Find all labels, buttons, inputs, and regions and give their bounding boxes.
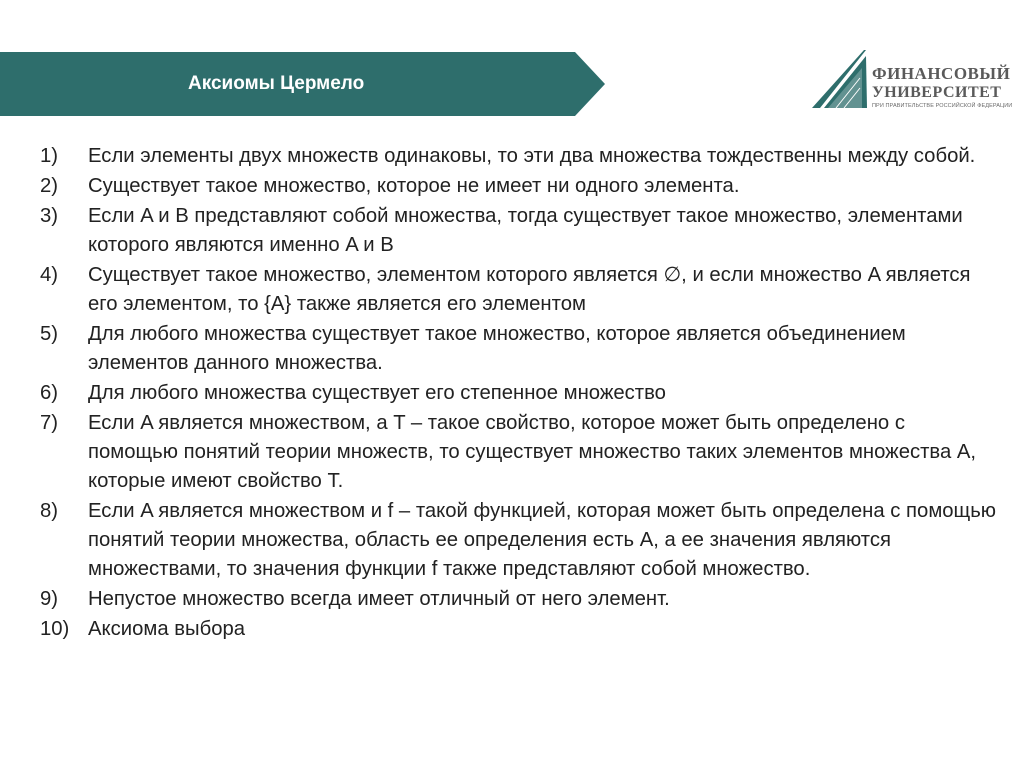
title-banner xyxy=(0,52,605,116)
list-item-text: Если A и B представляют собой множества, тогда существует такое множество, элементами которого являются именно A и B xyxy=(88,205,963,256)
list-item-text: Непустое множество всегда имеет отличный от него элемент. xyxy=(88,588,670,610)
list-item xyxy=(40,172,1000,201)
list-item xyxy=(40,261,1000,319)
page-title: Аксиомы Цермело xyxy=(188,73,365,94)
list-item-text: Если элементы двух множеств одинаковы, то эти два множества тождественны между собой. xyxy=(88,145,976,167)
list-item-number: 6) xyxy=(40,382,59,404)
list-item xyxy=(40,497,1000,584)
axiom-list xyxy=(40,142,1000,645)
list-item-number: 1) xyxy=(40,145,59,167)
list-item-text: Аксиома выбора xyxy=(88,618,246,640)
list-item xyxy=(40,615,1000,644)
list-item-number: 3) xyxy=(40,205,59,227)
list-item-text: Существует такое множество, элементом которого является ∅, и если множество A является его элементом, то {A} также является его элементом xyxy=(88,264,971,315)
list-item-text: Существует такое множество, которое не имеет ни одного элемента. xyxy=(88,175,740,197)
list-item-number: 7) xyxy=(40,412,59,434)
list-item xyxy=(40,320,1000,378)
logo-text-line1: ФИНАНСОВЫЙ xyxy=(872,64,1011,83)
university-logo xyxy=(810,48,1013,120)
logo-text-line2: УНИВЕРСИТЕТ xyxy=(872,84,1002,101)
list-item xyxy=(40,409,1000,496)
list-item-text: Если A является множеством и f – такой функцией, которая может быть определена с помощью понятий теории множества, область ее определения есть A, а ее значения являются множествами, то значения функции f также представляют собой множество. xyxy=(88,500,997,580)
list-item-text: Для любого множества существует его степенное множество xyxy=(88,382,666,404)
university-logo-mark-icon xyxy=(810,48,872,112)
list-item-number: 10) xyxy=(40,618,70,640)
logo-text-line3: ПРИ ПРАВИТЕЛЬСТВЕ РОССИЙСКОЙ ФЕДЕРАЦИИ xyxy=(872,103,1013,109)
list-item-number: 2) xyxy=(40,175,59,197)
list-item xyxy=(40,379,1000,408)
list-item-number: 9) xyxy=(40,588,59,610)
list-item xyxy=(40,142,1000,171)
list-item xyxy=(40,585,1000,614)
list-item-number: 8) xyxy=(40,500,59,522)
list-item-number: 4) xyxy=(40,264,59,286)
list-item-text: Если A является множеством, а T – такое свойство, которое может быть определено с помощью понятий теории множеств, то существует множество таких элементов множества A, которые имеют свойство T. xyxy=(88,412,977,492)
list-item-text: Для любого множества существует такое множество, которое является объединением элементов данного множества. xyxy=(88,323,906,374)
list-item-number: 5) xyxy=(40,323,59,345)
list-item xyxy=(40,202,1000,260)
